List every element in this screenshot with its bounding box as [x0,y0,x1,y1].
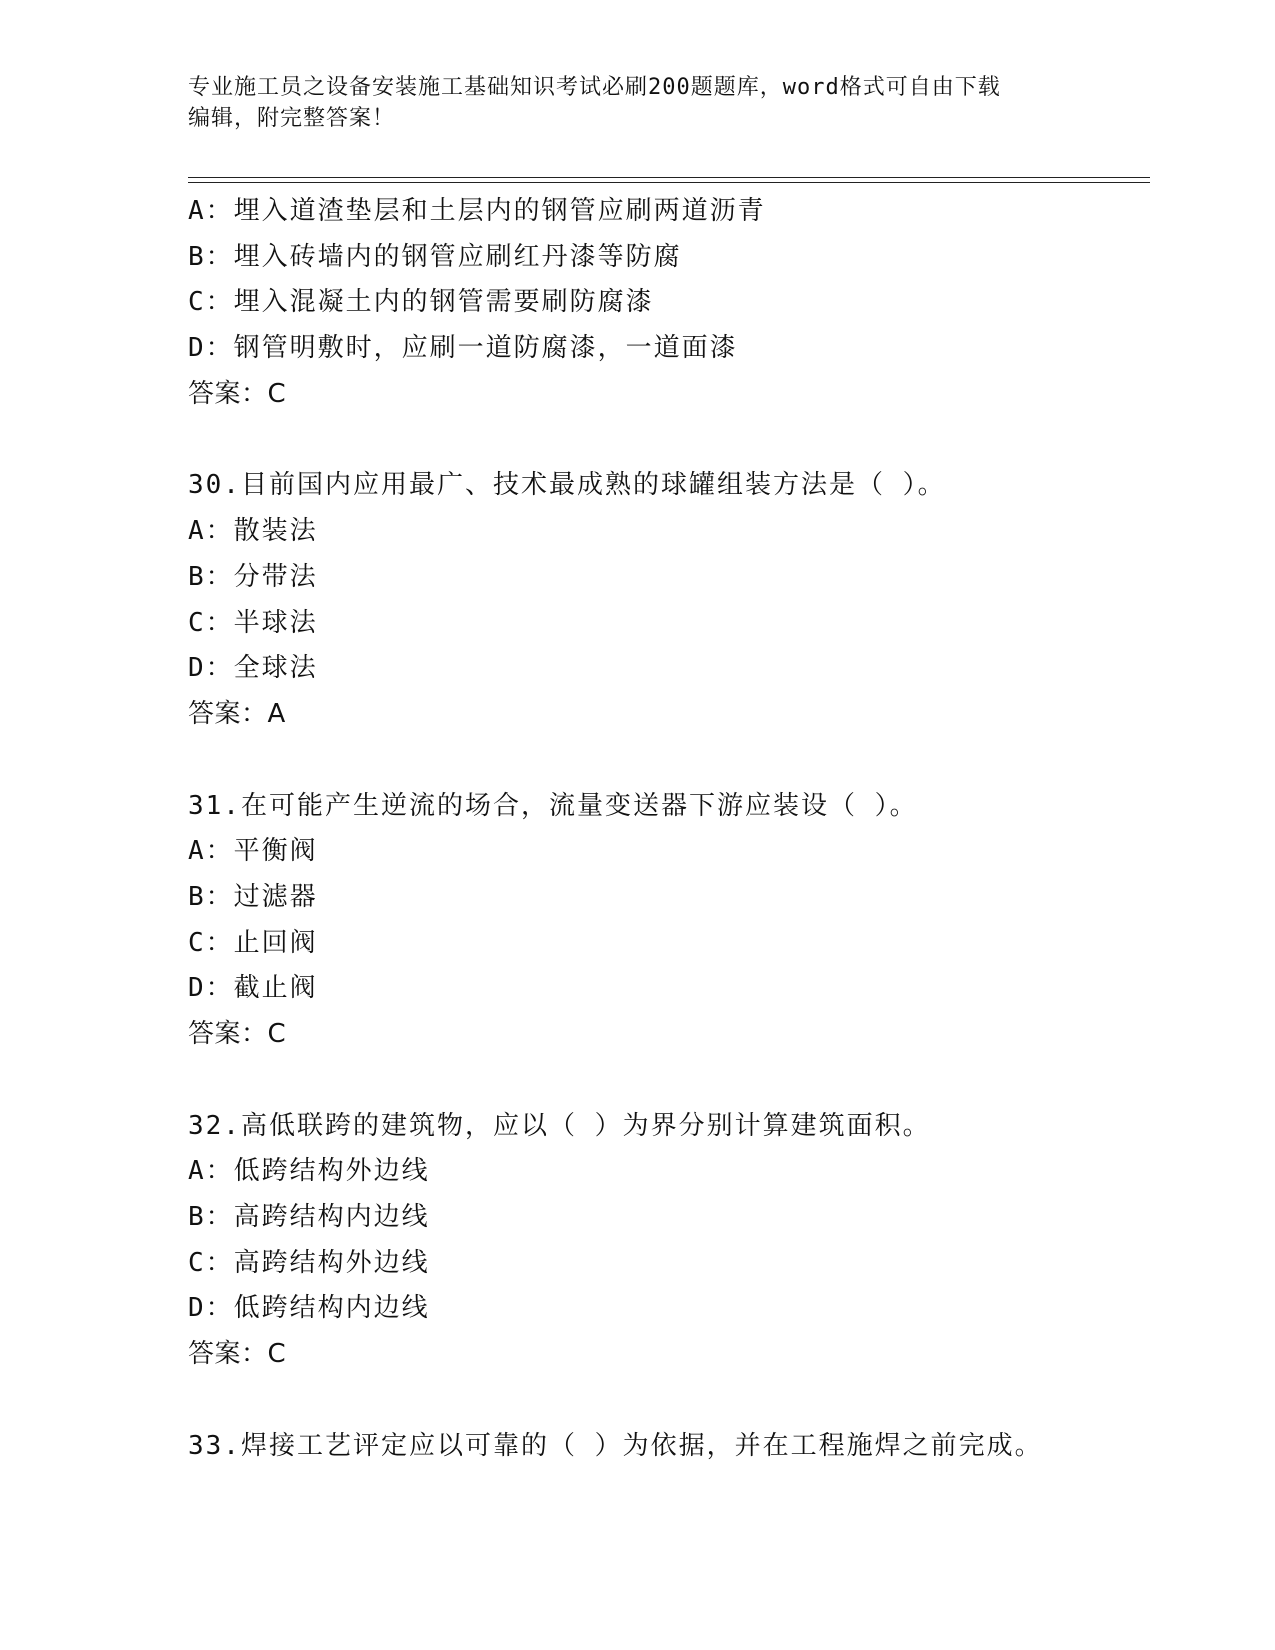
answer: 答案：A [188,698,286,729]
question-list [188,189,1150,1470]
option-c: C：高跨结构外边线 [188,1247,430,1278]
document-title [188,72,1088,134]
question-stem: 31.在可能产生逆流的场合，流量变送器下游应装设（ ）。 [188,790,918,821]
question-33 [188,1424,1150,1470]
option-c: C：埋入混凝土内的钢管需要刷防腐漆 [188,287,654,318]
question-stem: 32.高低联跨的建筑物，应以（ ）为界分别计算建筑面积。 [188,1110,931,1141]
answer: 答案：C [188,1019,287,1049]
header-rule-top [188,177,1150,178]
option-b: B：分带法 [188,561,318,592]
question-stem: 33.焊接工艺评定应以可靠的（ ）为依据，并在工程施焊之前完成。 [188,1430,1043,1461]
option-d: D：低跨结构内边线 [188,1293,430,1324]
option-d: D：钢管明敷时，应刷一道防腐漆，一道面漆 [188,333,738,364]
header-rule-bottom [188,182,1150,183]
option-b: B：过滤器 [188,881,318,912]
spacer [188,417,1150,463]
title-line-1: 专业施工员之设备安装施工基础知识考试必刷200题题库，word格式可自由下载 [188,75,1001,100]
title-line-2: 编辑，附完整答案！ [188,106,396,131]
option-a: A：散装法 [188,516,318,547]
option-a: A：平衡阀 [188,836,318,867]
option-c: C：止回阀 [188,927,318,958]
option-c: C：半球法 [188,607,318,638]
question-29-continued [188,189,1150,417]
option-b: B：埋入砖墙内的钢管应刷红丹漆等防腐 [188,241,682,272]
answer: 答案：C [188,378,287,409]
question-stem: 30.目前国内应用最广、技术最成熟的球罐组装方法是（ ）。 [188,470,946,501]
question-32 [188,1104,1150,1378]
answer: 答案：C [188,1339,287,1370]
question-31 [188,784,1150,1058]
option-d: D：全球法 [188,653,318,684]
option-a: A：低跨结构外边线 [188,1156,430,1187]
spacer [188,738,1150,784]
option-a: A：埋入道渣垫层和土层内的钢管应刷两道沥青 [188,196,766,226]
spacer [188,1058,1150,1104]
option-b: B：高跨结构内边线 [188,1202,430,1233]
option-d: D：截止阀 [188,973,318,1004]
question-30 [188,463,1150,737]
spacer [188,1378,1150,1424]
